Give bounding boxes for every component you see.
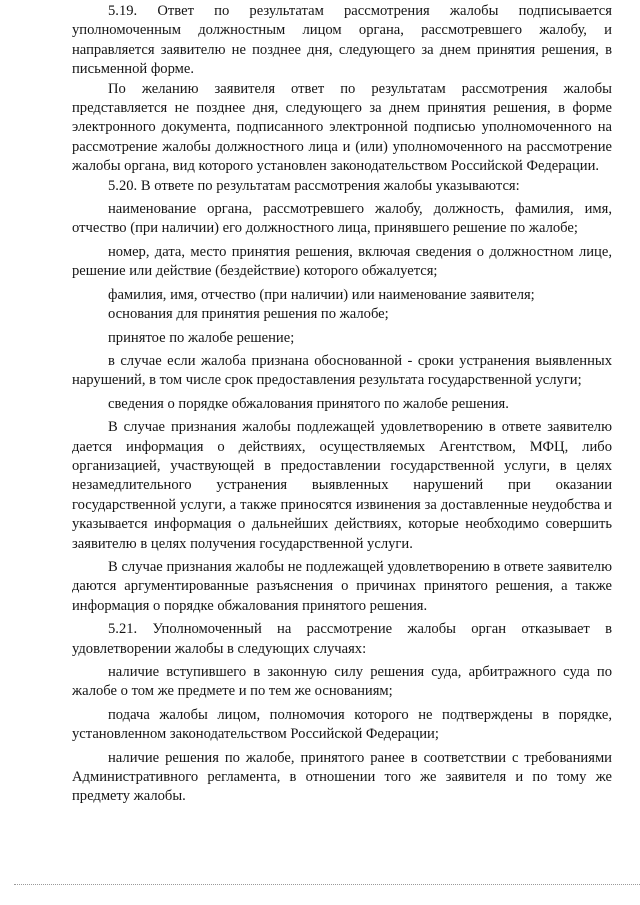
- list-item: номер, дата, место принятия решения, включая сведения о должностном лице, решение или действие (бездействие) которого обжалуется;: [72, 243, 612, 280]
- paragraph-5-19: 5.19. Ответ по результатам рассмотрения жалобы подписывается уполномоченным должностным лицом органа, рассмотревшего жалобу, и направляется заявителю не позднее дня, следующего за днем принятия решения, в письменной форме.: [72, 3, 612, 78]
- paragraph-rejected-complaint: В случае признания жалобы не подлежащей удовлетворению в ответе заявителю даются аргументированные разъяснения о причинах принятого решения, а также информация о порядке обжалования принятого решения.: [72, 558, 612, 614]
- list-item: принятое по жалобе решение;: [108, 329, 295, 346]
- paragraph-5-21: 5.21. Уполномоченный на рассмотрение жалобы орган отказывает в удовлетворении жалобы в следующих случаях:: [72, 621, 612, 657]
- list-item: фамилия, имя, отчество (при наличии) или наименование заявителя;: [108, 286, 535, 303]
- list-item: подача жалобы лицом, полномочия которого не подтверждены в порядке, установленном законодательством Российской Федерации;: [72, 706, 612, 743]
- paragraph-electronic-response: По желанию заявителя ответ по результатам рассмотрения жалобы представляется не позднее дня, следующего за днем принятия решения, в форме электронного документа, подписанного электронной подписью уполномоченного на рассмотрение жалобы должностного лица и (или) уполномоченного на рассмотрение жалобы органа, вид которого установлен законодательством Российской Федерации.: [72, 80, 612, 175]
- list-item: сведения о порядке обжалования принятого по жалобе решения.: [108, 395, 509, 412]
- paragraph-satisfied-complaint: В случае признания жалобы подлежащей удовлетворению в ответе заявителю дается информация о действиях, осуществляемых Агентством, МФЦ, либо организацией, участвующей в предоставлении государственной услуги, в целях незамедлительного устранения выявленных нарушений при оказании государственной услуги, а также приносятся извинения за доставленные неудобства и указывается информация о дальнейших действиях, которые необходимо совершить заявителю в целях получения государственной услуги.: [72, 419, 612, 552]
- list-item: в случае если жалоба признана обоснованной - сроки устранения выявленных нарушений, в том числе срок предоставления результата государственной услуги;: [72, 352, 612, 389]
- list-item: наличие вступившего в законную силу решения суда, арбитражного суда по жалобе о том же предмете и по тем же основаниям;: [72, 664, 612, 700]
- list-item: основания для принятия решения по жалобе;: [108, 306, 389, 323]
- list-item: наличие решения по жалобе, принятого ранее в соответствии с требованиями Административного регламента, в отношении того же заявителя и по тому же предмету жалобы.: [72, 749, 612, 805]
- page-bottom-divider: [14, 884, 640, 885]
- document-page: [72, 0, 612, 807]
- paragraph-5-20: 5.20. В ответе по результатам рассмотрения жалобы указываются:: [108, 177, 520, 194]
- list-item: наименование органа, рассмотревшего жалобу, должность, фамилия, имя, отчество (при наличии) его должностного лица, принявшего решение по жалобе;: [72, 201, 612, 237]
